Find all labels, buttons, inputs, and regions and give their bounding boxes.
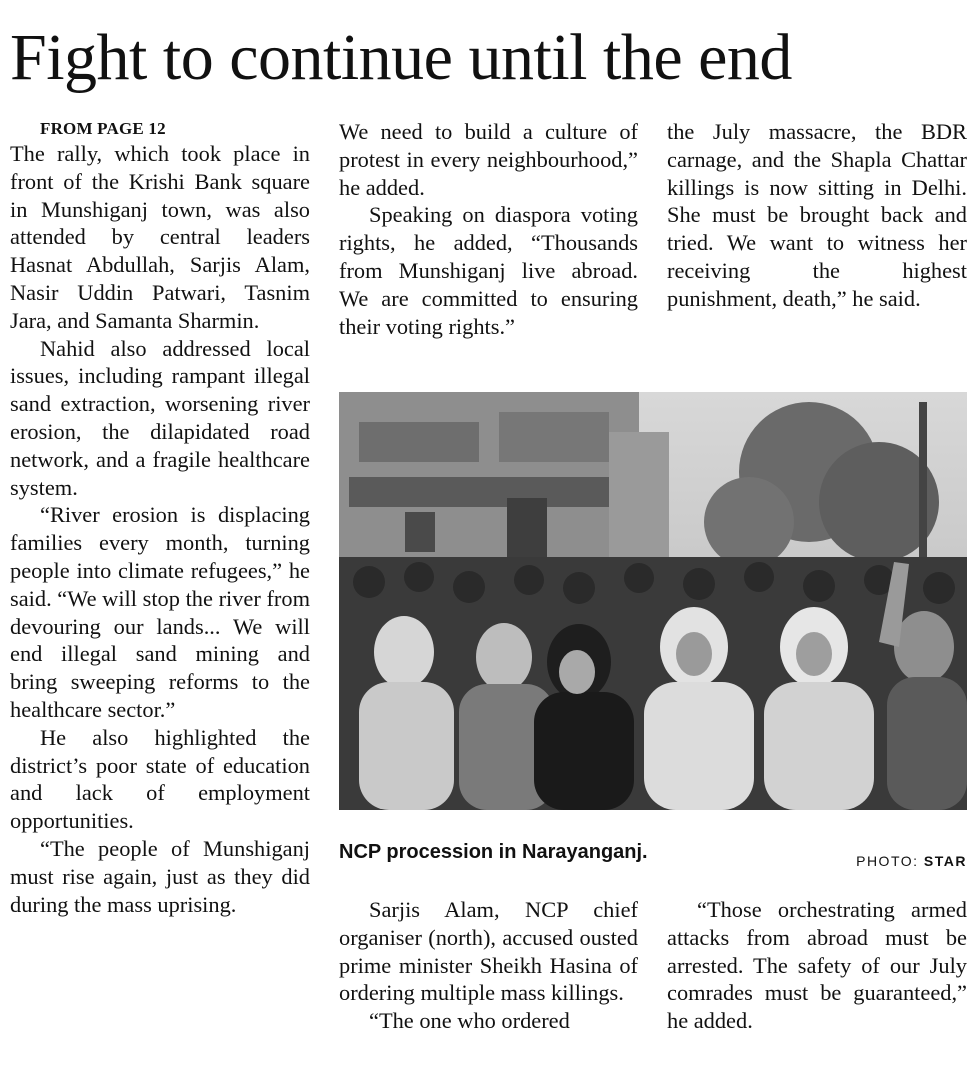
photo-caption: NCP procession in Narayanganj. — [339, 841, 648, 863]
headline: Fight to continue until the end — [10, 21, 792, 94]
crowd-photo — [339, 392, 967, 810]
paragraph: “Those orchestrating armed attacks from abroad must be arrested. The safety of our July comrades must be guaranteed,” he added. — [667, 897, 967, 1034]
paragraph: “The people of Munshiganj must rise again, just as they did during the mass uprising. — [10, 835, 310, 917]
paragraph: “The one who ordered — [369, 1008, 570, 1034]
article-column-1 — [10, 118, 310, 918]
paragraph: We need to build a culture of protest in every neighbourhood,” he added. — [339, 119, 638, 200]
paragraph: Speaking on diaspora voting rights, he added, “Thousands from Munshiganj live abroad. We are committed to ensuring their voting rights.” — [339, 202, 638, 339]
article-column-3-bottom — [667, 896, 967, 1035]
paragraph: The rally, which took place in front of the Krishi Bank square in Munshiganj town, was also attended by central leaders Hasnat Abdullah, Sarjis Alam, Nasir Uddin Patwari, Tasnim Jara, and Samanta Sharmin. — [10, 141, 310, 333]
continued-from-label: FROM PAGE 12 — [40, 119, 166, 138]
article-column-2-top — [339, 118, 638, 340]
paragraph: Sarjis Alam, NCP chief organiser (north), accused ousted prime minister Sheikh Hasina of ordering multiple mass killings. — [339, 897, 638, 1006]
photo-credit — [856, 851, 967, 871]
paragraph: the July massacre, the BDR carnage, and the Shapla Chattar killings is now sitting in Delhi. She must be brought back and tried. We want to witness her receiving the highest punishment, death,” he said. — [667, 119, 967, 311]
paragraph: “River erosion is displacing families every month, turning people into climate refugees,” he said. “We will stop the river from devouring our lands... We will end illegal sand mining and bring sweeping reforms to the healthcare sector.” — [10, 502, 310, 722]
photo-illustration — [339, 392, 967, 810]
article-column-2-bottom — [339, 896, 638, 1035]
photo-credit-source: STAR — [923, 853, 967, 869]
photo-credit-label: PHOTO: — [856, 853, 919, 869]
paragraph: He also highlighted the district’s poor state of education and lack of employment opportunities. — [10, 724, 310, 834]
paragraph: Nahid also addressed local issues, including rampant illegal sand extraction, worsening river erosion, the dilapidated road network, and a fragile healthcare system. — [10, 335, 310, 500]
article-column-3-top — [667, 118, 967, 313]
